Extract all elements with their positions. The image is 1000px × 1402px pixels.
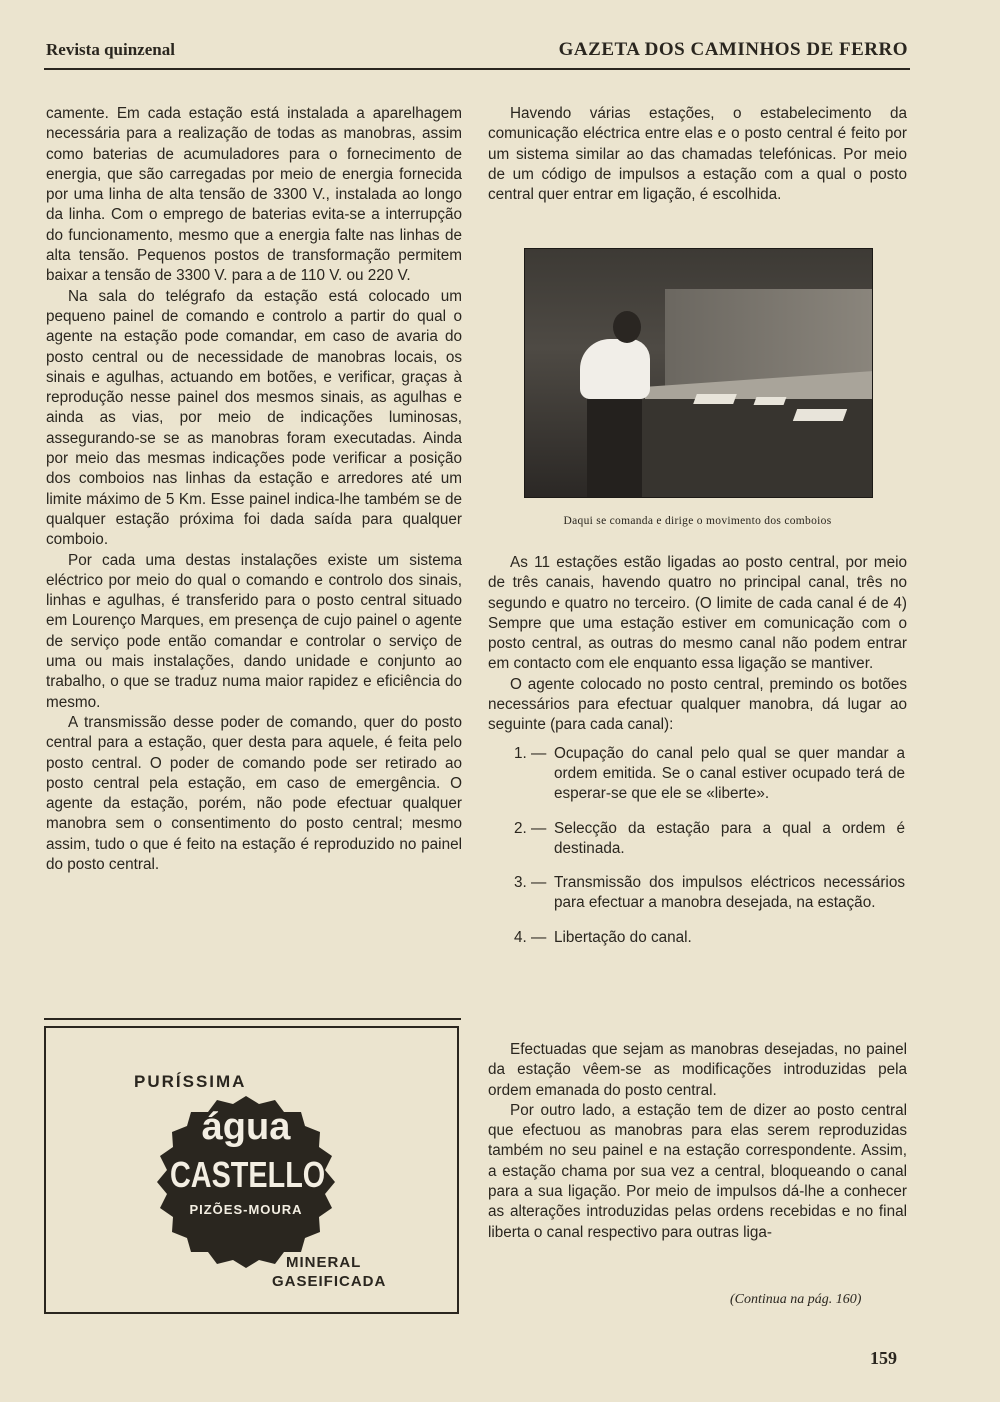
list-text: Ocupação do canal pelo qual se quer mandar a ordem emitida. Se o canal estiver ocupado terá de esperar-se que ele se «liberte». [554,744,905,803]
photo-paper [754,397,787,405]
paragraph: Havendo várias estações, o estabelecimento da comunicação eléctrica entre elas e o posto central é feito por um sistema similar ao das chamadas telefónicas. Por meio de um código de impulsos a estação com a qual o posto central quer entrar em ligação, é escolhida. [488,105,907,204]
list-text: Libertação do canal. [554,928,692,946]
list-number: 4. — [514,928,547,946]
list-text: Transmissão dos impulsos eléctricos necessários para efectuar a manobra desejada, na estação. [554,874,905,912]
advert-mineral: MINERAL [286,1254,362,1271]
header-rule [44,68,910,70]
page-number: 159 [870,1348,897,1368]
continued-note: (Continua na pág. 160) [730,1292,862,1307]
right-column-middle [488,553,907,962]
list-item [488,744,907,805]
photo-person-head [613,311,641,343]
advert-agua: água [201,1106,291,1148]
paragraph: Por outro lado, a estação tem de dizer ao posto central que efectuou as manobras para elas serem reproduzidas também no seu painel e na estação correspondente. Assim, a estação chama por sua vez a central, bloqueando o canal para a sua ligação. Por meio de impulsos dá-lhe a conhecer as alterações introduzidas pelas ordens recebidas e no final liberta o canal respectivo para outras liga- [488,1101,907,1241]
left-column [46,104,462,875]
right-column-top [488,104,907,205]
list-item [488,928,907,948]
paragraph: Por cada uma destas instalações existe um sistema eléctrico por meio do qual o comando e controlo dos sinais, linhas e agulhas, é transferido para o posto central situado em Lourenço Marques, em presença de cujo painel o agente de serviço pode então comandar e controlar o serviço de uma ou mais instalações, dando unidade e conjunto ao trabalho, o que se traduz numa maior rapidez e eficiência do mesmo. [46,551,462,711]
bottle-cap-logo [151,1092,341,1268]
photo-caption: Daqui se comanda e dirige o movimento dos comboios [563,515,832,527]
paragraph: A transmissão desse poder de comando, quer do posto central para a estação, quer desta para aquele, é feita pelo posto central. O poder de comando pode ser retirado ao posto central pela estação, em caso de emergência. O agente da estação, porém, não pode efectuar qualquer manobra sem o consentimento do posto central; mesmo assim, tudo o que é feito na estação é reproduzido no painel do posto central. [46,713,462,873]
list-item [488,819,907,860]
numbered-list [488,744,907,948]
list-number: 3. — [514,874,547,892]
header-left: Revista quinzenal [46,40,175,59]
advert-castello: CASTELLO [170,1154,326,1195]
control-room-photo [524,248,873,498]
header-title: GAZETA DOS CAMINHOS DE FERRO [558,39,908,60]
photo-paper [693,394,737,404]
advert-box [44,1026,459,1314]
paragraph: camente. Em cada estação está instalada a aparelhagem necessária para a realização de todas as manobras, assim como baterias de acumuladores para o fornecimento de energia, que são carregadas por meio de energia fornecida por uma linha de alta tensão de 3300 V., instalada ao longo da linha. Com o emprego de baterias evita-se a interrupção do funcionamento, mesmo que a energia falte nas linhas de alta tensão. Pequenos postos de transformação permitem baixar a tensão de 3300 V. para a de 110 V. ou 220 V. [46,105,462,285]
paragraph: Efectuadas que sejam as manobras desejadas, no painel da estação vêem-se as modificações introduzidas pela ordem emanada do posto central. [488,1041,907,1099]
list-number: 2. — [514,819,547,837]
paragraph: Na sala do telégrafo da estação está colocado um pequeno painel de comando e controlo a partir do qual o agente na estação pode comandar, em caso de avaria do posto central ou de necessidade de manobras locais, os sinais e agulhas, actuando em botões, e verificar, graças à reprodução nesse painel dos mesmos sinais, as agulhas e ainda as vias, por meio de indicações luminosas, assegurando-se se as manobras foram executadas. Ainda por meio das mesmas indicações pode verificar a posição dos comboios nas linhas da estação e arredores até um limite máximo de 5 Km. Esse painel indica-lhe também se de qualquer estação próxima foi dada saída para qualquer comboio. [46,287,462,549]
list-number: 1. — [514,744,547,762]
paragraph: As 11 estações estão ligadas ao posto central, por meio de três canais, havendo quatro no principal canal, três no segundo e quatro no terceiro. (O limite de cada canal é de 4) Sempre que uma estação estiver em comunicação com o posto central, as outras do mesmo canal não podem entrar em contacto com ele enquanto essa ligação se mantiver. [488,554,907,673]
photo-paper [793,409,847,421]
list-item [488,873,907,914]
advert-purissima: PURÍSSIMA [134,1072,247,1091]
photo-person-legs [587,397,642,497]
list-text: Selecção da estação para a qual a ordem é destinada. [554,819,905,857]
advert-origin: PIZÕES-MOURA [189,1202,303,1217]
photo-person-shirt [580,339,650,399]
right-column-bottom [488,1040,907,1243]
advert-rule [44,1018,461,1020]
advert-gaseificada: GASEIFICADA [272,1273,387,1290]
paragraph: O agente colocado no posto central, premindo os botões necessários para efectuar qualquer manobra, dá lugar ao seguinte (para cada canal): [488,675,907,734]
